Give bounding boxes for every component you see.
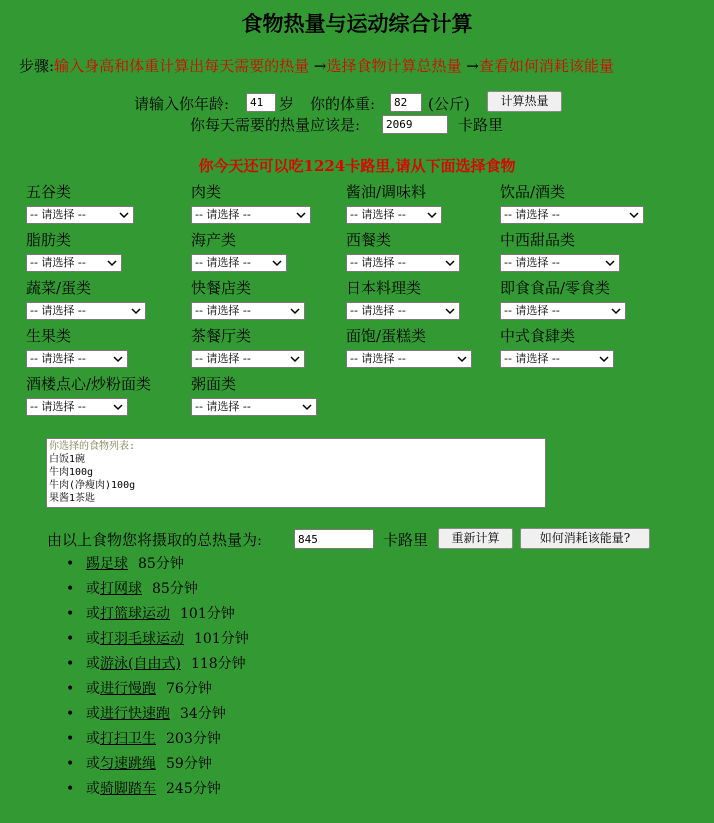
bullet: • <box>66 781 75 797</box>
calc-calories-button[interactable]: 计算热量 <box>487 91 562 112</box>
category-label: 酒楼点心/炒粉面类 <box>26 375 152 393</box>
category-select[interactable] <box>346 302 460 320</box>
chevron-down-icon <box>112 353 124 365</box>
activity-link[interactable]: 进行快速跑 <box>100 706 170 722</box>
bullet: • <box>66 731 75 747</box>
bullet: • <box>66 756 75 772</box>
weight-input[interactable] <box>390 93 422 112</box>
chevron-down-icon <box>444 257 456 269</box>
step-1: 输入身高和体重计算出每天需要的热量 <box>54 57 310 75</box>
age-input[interactable] <box>246 93 276 112</box>
activity-minutes: 118分钟 <box>190 656 246 672</box>
chevron-down-icon <box>289 353 301 365</box>
bullet: • <box>66 656 75 672</box>
activity-link[interactable]: 打网球 <box>100 581 142 597</box>
recalculate-button[interactable]: 重新计算 <box>438 528 513 549</box>
category-label: 脂肪类 <box>26 231 72 249</box>
chevron-down-icon <box>426 209 438 221</box>
list-item <box>66 753 249 778</box>
step-3: 查看如何消耗该能量 <box>478 57 614 75</box>
list-item <box>66 628 249 653</box>
category-label: 生果类 <box>26 327 72 345</box>
select-value: -- 请选择 -- <box>504 256 560 269</box>
bullet: • <box>66 606 75 622</box>
activity-prefix: 或 <box>86 631 100 647</box>
activity-minutes: 245分钟 <box>166 781 221 797</box>
category-label: 酱油/调味料 <box>346 183 427 201</box>
list-item <box>66 678 249 703</box>
category-select[interactable] <box>191 302 305 320</box>
need-unit: 卡路里 <box>458 116 504 134</box>
chevron-down-icon <box>628 209 640 221</box>
list-item <box>66 553 249 578</box>
chevron-down-icon <box>289 305 301 317</box>
select-value: -- 请选择 -- <box>30 256 86 269</box>
activity-link[interactable]: 骑脚踏车 <box>100 781 156 797</box>
activity-link[interactable]: 打篮球运动 <box>100 606 170 622</box>
select-value: -- 请选择 -- <box>195 256 251 269</box>
chevron-down-icon <box>444 305 456 317</box>
chevron-down-icon <box>598 353 610 365</box>
activity-prefix: 或 <box>86 706 100 722</box>
category-select[interactable] <box>191 398 317 416</box>
step-2: 选择食物计算总热量 <box>326 57 462 75</box>
select-value: -- 请选择 -- <box>350 304 406 317</box>
category-label: 肉类 <box>191 183 222 201</box>
activity-minutes: 34分钟 <box>180 706 226 722</box>
age-unit: 岁 <box>279 95 295 113</box>
bullet: • <box>66 631 75 647</box>
activity-prefix: 或 <box>86 756 100 772</box>
chevron-down-icon <box>301 401 313 413</box>
category-select[interactable] <box>500 350 614 368</box>
food-list-item: 牛肉(净瘦肉)100g <box>49 480 136 491</box>
category-select[interactable] <box>26 302 146 320</box>
chevron-down-icon <box>295 209 307 221</box>
select-value: -- 请选择 -- <box>195 208 251 221</box>
select-value: -- 请选择 -- <box>195 352 251 365</box>
steps-label: 步骤: <box>19 57 55 75</box>
list-item <box>66 653 249 678</box>
category-label: 西餐类 <box>346 231 392 249</box>
category-label: 快餐店类 <box>191 279 252 297</box>
food-list-placeholder: 你选择的食物列表: <box>49 441 136 452</box>
activity-prefix: 或 <box>86 606 100 622</box>
food-list-item: 白饭1碗 <box>49 454 86 465</box>
select-value: -- 请选择 -- <box>195 304 251 317</box>
activity-link[interactable]: 踢足球 <box>86 556 128 572</box>
bullet: • <box>66 681 75 697</box>
chevron-down-icon <box>112 401 124 413</box>
activity-link[interactable]: 打羽毛球运动 <box>100 631 184 647</box>
bullet: • <box>66 556 75 572</box>
activity-link[interactable]: 进行慢跑 <box>100 681 156 697</box>
select-value: -- 请选择 -- <box>30 208 86 221</box>
list-item <box>66 603 249 628</box>
category-select[interactable] <box>346 254 460 272</box>
category-label: 面饱/蛋糕类 <box>346 327 427 345</box>
food-list-item: 牛肉100g <box>49 467 94 478</box>
select-value: -- 请选择 -- <box>350 352 406 365</box>
category-label: 中式食肆类 <box>500 327 576 345</box>
weight-unit: (公斤) <box>428 95 470 113</box>
activity-prefix: 或 <box>86 656 100 672</box>
category-select[interactable] <box>500 302 626 320</box>
arrow-icon: → <box>313 57 327 75</box>
activity-minutes: 203分钟 <box>166 731 221 747</box>
list-item <box>66 728 249 753</box>
select-value: -- 请选择 -- <box>195 400 251 413</box>
activity-link[interactable]: 游泳(自由式) <box>100 656 181 672</box>
category-label: 五谷类 <box>26 183 72 201</box>
category-select[interactable] <box>26 350 128 368</box>
category-label: 饮品/酒类 <box>500 183 566 201</box>
total-label: 由以上食物您将摄取的总热量为: <box>47 531 263 549</box>
select-value: -- 请选择 -- <box>350 208 406 221</box>
category-label: 中西甜品类 <box>500 231 576 249</box>
category-select[interactable] <box>26 206 134 224</box>
select-value: -- 请选择 -- <box>504 352 560 365</box>
chevron-down-icon <box>106 257 118 269</box>
activity-link[interactable]: 匀速跳绳 <box>100 756 156 772</box>
activity-minutes: 59分钟 <box>166 756 212 772</box>
category-label: 即食食品/零食类 <box>500 279 611 297</box>
category-label: 茶餐厅类 <box>191 327 252 345</box>
activity-minutes: 85分钟 <box>138 556 184 572</box>
list-item <box>66 703 249 728</box>
activity-list <box>66 553 249 803</box>
daily-need-input[interactable] <box>382 115 448 134</box>
remaining-calories-text: 你今天还可以吃1224卡路里,请从下面选择食物 <box>198 157 516 175</box>
list-item <box>66 778 249 803</box>
activity-minutes: 85分钟 <box>152 581 198 597</box>
activity-minutes: 76分钟 <box>166 681 212 697</box>
food-list-textarea[interactable] <box>46 438 546 508</box>
activity-prefix: 或 <box>86 781 100 797</box>
chevron-down-icon <box>610 305 622 317</box>
total-calories-input[interactable] <box>294 529 374 549</box>
category-select[interactable] <box>346 350 472 368</box>
select-value: -- 请选择 -- <box>504 208 560 221</box>
category-label: 海产类 <box>191 231 237 249</box>
category-select[interactable] <box>191 206 311 224</box>
chevron-down-icon <box>456 353 468 365</box>
activity-prefix: 或 <box>86 731 100 747</box>
category-label: 日本料理类 <box>346 279 422 297</box>
how-to-burn-button[interactable]: 如何消耗该能量? <box>520 528 650 549</box>
food-list-item: 果酱1茶匙 <box>49 493 96 504</box>
select-value: -- 请选择 -- <box>504 304 560 317</box>
category-select[interactable] <box>191 254 287 272</box>
category-select[interactable] <box>26 254 122 272</box>
arrow-icon: → <box>466 57 479 75</box>
total-unit: 卡路里 <box>383 531 429 549</box>
select-value: -- 请选择 -- <box>30 352 86 365</box>
activity-minutes: 101分钟 <box>180 606 235 622</box>
category-label: 蔬菜/蛋类 <box>26 279 92 297</box>
category-select[interactable] <box>346 206 442 224</box>
chevron-down-icon <box>604 257 616 269</box>
activity-minutes: 101分钟 <box>194 631 249 647</box>
category-label: 粥面类 <box>191 375 237 393</box>
chevron-down-icon <box>118 209 130 221</box>
page-title: 食物热量与运动综合计算 <box>241 11 473 36</box>
weight-label: 你的体重: <box>310 95 376 113</box>
need-label: 你每天需要的热量应该是: <box>190 116 361 134</box>
category-select[interactable] <box>26 398 128 416</box>
steps-line <box>19 55 614 76</box>
list-item <box>66 578 249 603</box>
chevron-down-icon <box>271 257 283 269</box>
select-value: -- 请选择 -- <box>350 256 406 269</box>
activity-prefix: 或 <box>86 581 100 597</box>
select-value: -- 请选择 -- <box>30 400 86 413</box>
category-select[interactable] <box>500 206 644 224</box>
age-label: 请输入你年龄: <box>134 95 230 113</box>
chevron-down-icon <box>130 305 142 317</box>
category-select[interactable] <box>191 350 305 368</box>
select-value: -- 请选择 -- <box>30 304 86 317</box>
activity-prefix: 或 <box>86 681 100 697</box>
category-select[interactable] <box>500 254 620 272</box>
bullet: • <box>66 581 75 597</box>
activity-link[interactable]: 打扫卫生 <box>100 731 156 747</box>
bullet: • <box>66 706 75 722</box>
